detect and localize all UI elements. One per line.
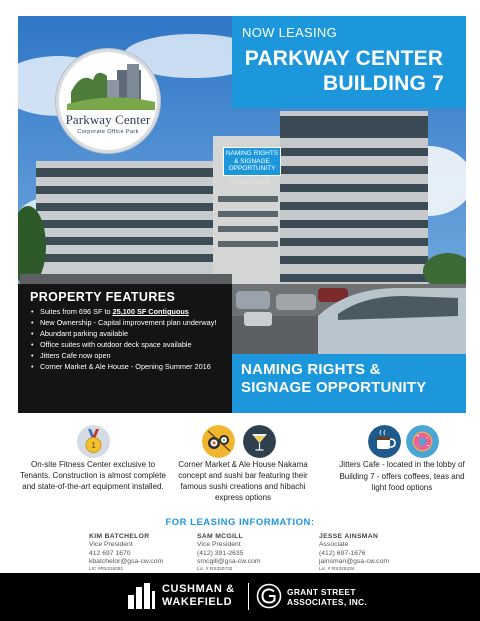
grant-street-logo-icon xyxy=(256,583,282,609)
page-title-line1: PARKWAY CENTER xyxy=(244,47,444,70)
features-list xyxy=(30,307,224,372)
svg-text:1: 1 xyxy=(91,441,96,450)
contact-card xyxy=(197,532,307,573)
property-features-panel xyxy=(18,284,232,413)
cushman-wakefield-name-line2: WAKEFIELD xyxy=(162,596,233,608)
leasing-info-heading: FOR LEASING INFORMATION: xyxy=(165,517,315,528)
parkway-center-logo xyxy=(56,49,160,153)
contact-license: LIC #RS318281 xyxy=(89,566,124,572)
feature-item: • New Ownership - Capital improvement plan underway! xyxy=(30,318,224,328)
cushman-wakefield-logo-icon xyxy=(126,583,156,609)
feature-highlight: 25,100 SF Contiguous xyxy=(112,307,189,316)
naming-line1: NAMING RIGHTS & xyxy=(241,361,381,378)
logo-subtitle: Corporate Office Park xyxy=(77,129,139,135)
footer-divider xyxy=(248,583,249,610)
naming-rights-banner xyxy=(232,354,466,413)
building-letters: PNCORPORATE xyxy=(229,180,271,186)
feature-item-text: Suites from 696 SF to xyxy=(40,307,113,316)
contact-name: KIM BATCHELOR xyxy=(89,533,150,540)
amenity-text: Corner Market & Ale House Nakama concept and sushi bar featuring their famous sushi creations and hibachi express options xyxy=(178,460,308,502)
feature-item: • Office suites with outdoor deck space available xyxy=(30,340,224,350)
feature-item: • Abundant parking available xyxy=(30,329,224,339)
contact-phone[interactable]: 412 697 1670 xyxy=(89,549,131,557)
contact-license: Lic. # RS325334 xyxy=(319,566,355,572)
amenity-fitness xyxy=(18,421,168,492)
features-heading: PROPERTY FEATURES xyxy=(30,290,176,304)
cushman-wakefield-name-line1: CUSHMAN & xyxy=(162,583,235,595)
footer-bar xyxy=(0,573,480,621)
contact-name: JESSE AINSMAN xyxy=(319,533,379,540)
contact-role: Vice President xyxy=(197,541,241,548)
contact-email[interactable]: smcgill@gsa-cw.com xyxy=(197,558,261,565)
contact-role: Associate xyxy=(319,541,349,548)
donut-icon xyxy=(406,425,439,458)
feature-item xyxy=(30,307,224,317)
cocktail-icon xyxy=(243,425,276,458)
contact-name: SAM MCGILL xyxy=(197,533,244,540)
naming-line2: SIGNAGE OPPORTUNITY xyxy=(241,379,427,396)
feature-item: • Jitters Cafe now open xyxy=(30,351,224,361)
feature-item: • Corner Market & Ale House - Opening Summer 2016 xyxy=(30,362,224,372)
amenity-corner-market xyxy=(170,421,316,503)
contact-phone[interactable]: (412) 697-1676 xyxy=(319,549,366,557)
now-leasing-banner xyxy=(232,16,466,108)
contact-role: Vice President xyxy=(89,541,133,548)
page-title-line2: BUILDING 7 xyxy=(322,72,444,95)
contact-email[interactable]: kbatchelor@gsa-cw.com xyxy=(89,558,164,565)
now-leasing-label: NOW LEASING xyxy=(242,25,338,40)
coffee-cup-icon xyxy=(368,425,401,458)
grant-street-name-line2: ASSOCIATES, INC. xyxy=(287,597,368,607)
logo-skyline-icon xyxy=(67,62,155,110)
amenity-text: On-site Fitness Center exclusive to Tenants. Construction is almost complete and state-of-the-art equipment installed. xyxy=(20,460,166,491)
hero-section xyxy=(18,16,466,413)
building-sign-label: NAMING RIGHTS & SIGNAGE OPPORTUNITY xyxy=(223,147,281,176)
logo-name: Parkway Center xyxy=(65,112,151,127)
amenity-jitters-cafe xyxy=(338,421,466,494)
sushi-icon xyxy=(202,425,235,458)
grant-street-name-line1: GRANT STREET xyxy=(287,587,356,597)
contact-phone[interactable]: (412) 391-2635 xyxy=(197,549,244,557)
contact-license: Lic. # RS320732 xyxy=(197,566,233,572)
contact-card xyxy=(319,532,429,573)
contact-card xyxy=(89,532,199,573)
contact-email[interactable]: jainsman@gsa-cw.com xyxy=(319,558,389,565)
amenity-text: Jitters Cafe - located in the lobby of Building 7 - offers coffees, teas and light food options xyxy=(339,460,465,492)
medal-icon xyxy=(77,425,110,458)
